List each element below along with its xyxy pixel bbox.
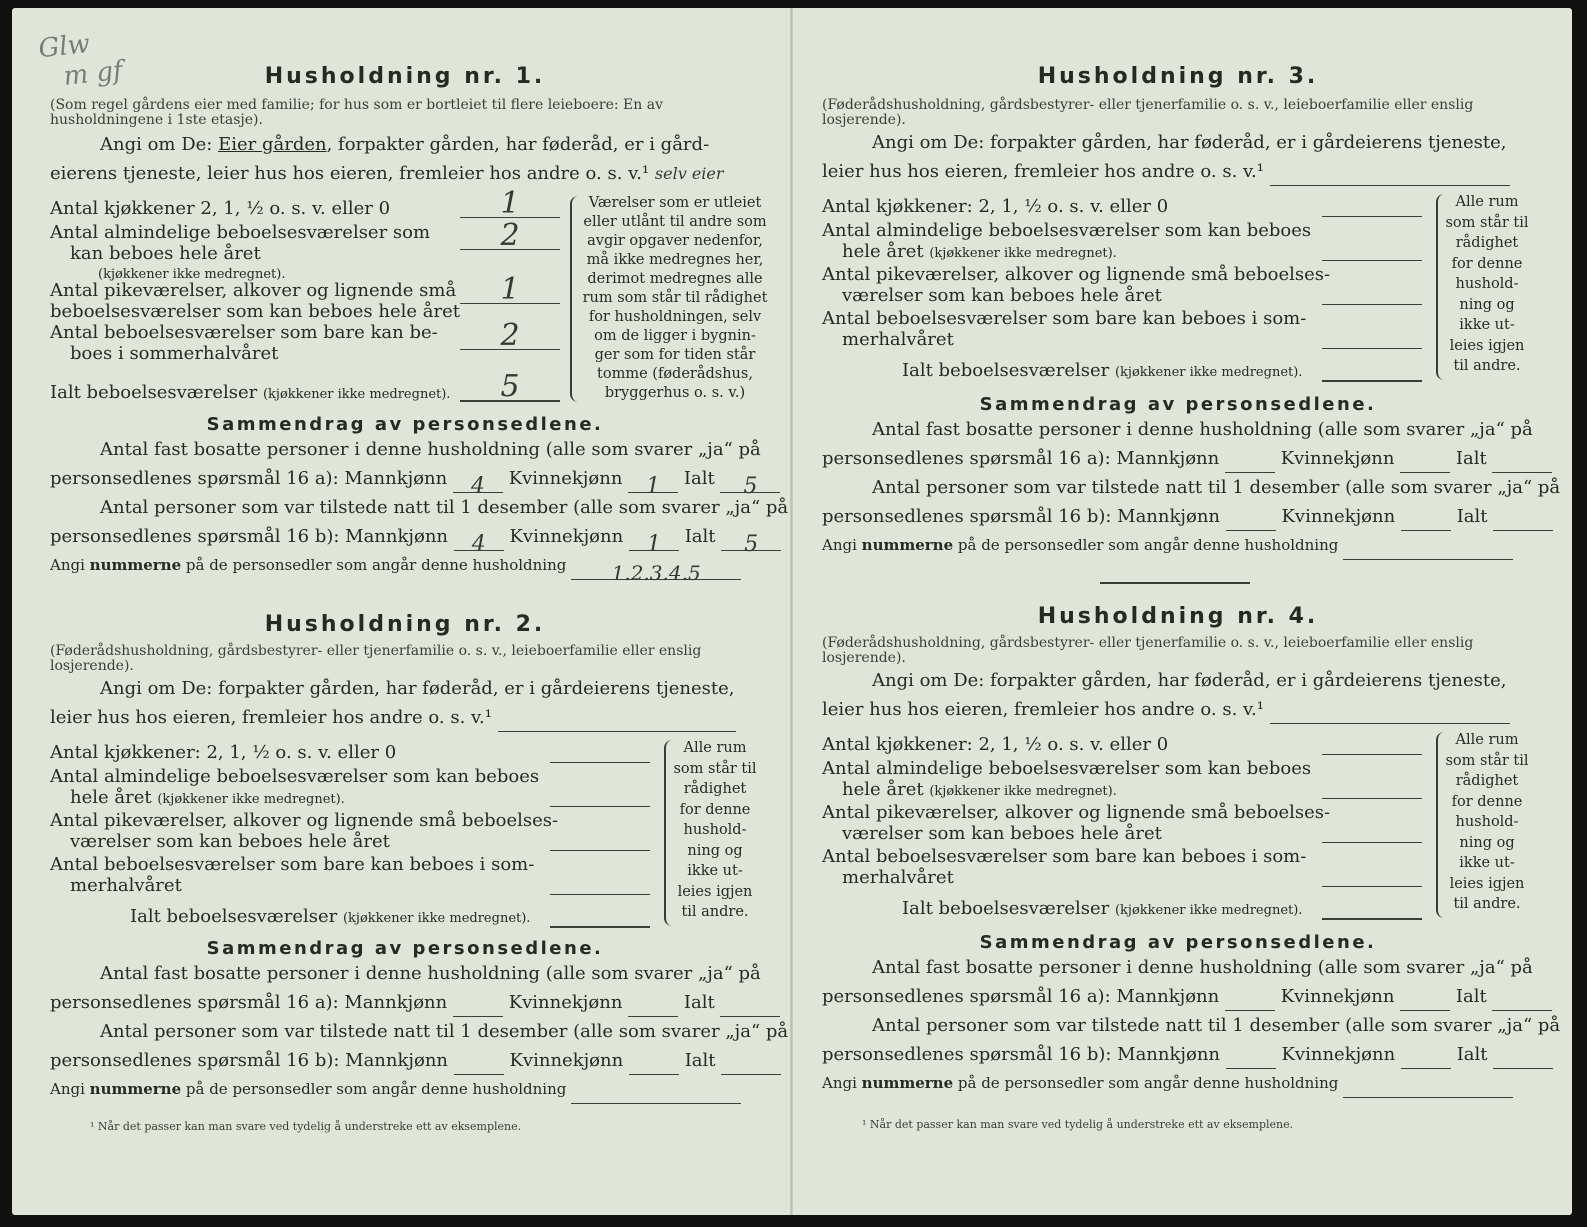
summary-line-present: Antal personer som var tilstede natt til 1 desember (alle som svarer „ja“ på bbox=[100, 497, 789, 518]
room-value-blank bbox=[1322, 754, 1422, 755]
male-count-blank bbox=[1225, 452, 1275, 473]
angi-options: leier hus hos eieren, fremleier hos andre o. s. v.¹ bbox=[822, 161, 1264, 182]
male-count-blank bbox=[1226, 1048, 1276, 1069]
room-label-text: merhalvåret bbox=[70, 875, 182, 896]
summary-line-present: Antal personer som var tilstede natt til 1 desember (alle som svarer „ja“ på bbox=[872, 477, 1561, 498]
female-count-blank bbox=[628, 996, 678, 1017]
total-label: Ialt bbox=[1456, 1044, 1488, 1065]
room-label bbox=[50, 875, 534, 896]
room-value-blank bbox=[550, 850, 650, 851]
room-value-blank bbox=[1322, 348, 1422, 349]
angi-line-2 bbox=[822, 695, 1534, 724]
room-label-text: Antal kjøkkener: 2, 1, ½ o. s. v. eller 0 bbox=[822, 734, 1169, 755]
numbers-label-bold: nummerne bbox=[861, 1074, 954, 1092]
sidenote-line: for husholdningen, selv bbox=[588, 309, 762, 325]
row-maid-rooms bbox=[50, 810, 558, 852]
maid-rooms-value-cell bbox=[460, 272, 560, 307]
person-numbers-value: 1.2.3.4.5 bbox=[571, 559, 741, 580]
summer-rooms-label: Antal beboelsesværelser som bare kan be- bbox=[50, 322, 438, 343]
numbers-label-bold: nummerne bbox=[89, 556, 182, 574]
household-note: (Føderådshusholdning, gårdsbestyrer- eller tjenerfamilie o. s. v., leieboerfamilie eller enslig losjerende). bbox=[50, 643, 702, 674]
sidenote-line: leies igjen bbox=[677, 883, 753, 900]
maid-rooms-value: 1 bbox=[460, 277, 560, 304]
female-count: 1 bbox=[628, 472, 678, 493]
sidenote-line: tomme (føderådshus, bbox=[597, 366, 753, 382]
total-label: Ialt bbox=[683, 992, 715, 1013]
room-label-text: merhalvåret bbox=[842, 329, 954, 350]
angi-options: , forpakter gården, har føderåd, er i gård- bbox=[326, 134, 710, 155]
kitchens-label: Antal kjøkkener 2, 1, ½ o. s. v. eller 0 bbox=[50, 198, 391, 219]
angi-options: leier hus hos eieren, fremleier hos andre o. s. v.¹ bbox=[50, 707, 492, 728]
summary-block bbox=[822, 415, 1561, 560]
summary-line-resident-values bbox=[50, 464, 760, 499]
summary-label: personsedlenes spørsmål 16 b): Mannkjønn bbox=[50, 526, 449, 547]
row-total-rooms bbox=[902, 898, 1302, 921]
room-label bbox=[822, 758, 1311, 779]
household-title: Husholdning nr. 2. bbox=[264, 612, 546, 637]
total-count: 5 bbox=[720, 472, 780, 493]
numbers-label: Angi bbox=[50, 556, 90, 574]
row-summer-rooms bbox=[822, 308, 1306, 350]
total-rooms-note: (kjøkkener ikke medregnet). bbox=[1114, 903, 1303, 918]
room-value-blank bbox=[550, 762, 650, 763]
total-rooms-label: Ialt beboelsesværelser bbox=[130, 906, 338, 927]
summary-label: personsedlenes spørsmål 16 b): Mannkjønn bbox=[822, 1044, 1221, 1065]
summary-line-resident: Antal fast bosatte personer i denne husholdning (alle som svarer „ja“ på bbox=[100, 963, 761, 984]
male-count-blank bbox=[1226, 510, 1276, 531]
room-label bbox=[822, 823, 1330, 844]
room-label-note: (kjøkkener ikke medregnet). bbox=[929, 246, 1117, 261]
female-count-blank bbox=[1401, 1048, 1451, 1069]
row-kitchens bbox=[822, 196, 1168, 217]
summary-line-resident-values bbox=[50, 988, 760, 1017]
row-total-rooms bbox=[130, 906, 530, 929]
summary-line-resident: Antal fast bosatte personer i denne husholdning (alle som svarer „ja“ på bbox=[872, 419, 1533, 440]
room-label-text: Antal beboelsesværelser som bare kan beboes i som- bbox=[822, 846, 1307, 867]
row-total-rooms bbox=[902, 360, 1302, 383]
ordinary-rooms-value-cell bbox=[460, 218, 560, 253]
room-label-text: værelser som kan beboes hele året bbox=[842, 285, 1162, 306]
female-label: Kvinnekjønn bbox=[509, 1050, 624, 1071]
person-numbers-blank bbox=[1343, 1077, 1513, 1098]
sidenote-line: til andre. bbox=[1453, 358, 1521, 374]
summary-line-resident-values bbox=[822, 444, 1534, 473]
household-3 bbox=[822, 64, 1561, 560]
household-note: (Føderådshusholdning, gårdsbestyrer- eller tjenerfamilie o. s. v., leieboerfamilie eller enslig losjerende). bbox=[822, 635, 1474, 666]
room-label-text: værelser som kan beboes hele året bbox=[842, 823, 1162, 844]
census-form-sheet bbox=[12, 8, 1572, 1215]
room-label bbox=[822, 196, 1168, 217]
total-label: Ialt bbox=[684, 1050, 716, 1071]
household-note: (Føderådshusholdning, gårdsbestyrer- eller tjenerfamilie o. s. v., leieboerfamilie eller enslig losjerende). bbox=[822, 97, 1474, 128]
room-value-blank bbox=[1322, 886, 1422, 887]
female-count-blank bbox=[1400, 990, 1450, 1011]
room-label-text: Antal kjøkkener: 2, 1, ½ o. s. v. eller 0 bbox=[822, 196, 1169, 217]
numbers-line bbox=[822, 1069, 1534, 1098]
row-summer-rooms bbox=[50, 854, 534, 896]
total-rooms-note: (kjøkkener ikke medregnet). bbox=[262, 387, 451, 402]
total-rooms-blank bbox=[1322, 380, 1422, 382]
room-label-note: (kjøkkener ikke medregnet). bbox=[929, 784, 1117, 799]
room-label-text: Antal beboelsesværelser som bare kan beboes i som- bbox=[50, 854, 535, 875]
sidenote-line: Værelser som er utleiet bbox=[588, 195, 762, 211]
sidenote-line: til andre. bbox=[1453, 896, 1521, 912]
room-label-text: Antal almindelige beboelsesværelser som kan beboes bbox=[50, 766, 540, 787]
angi-blank bbox=[1270, 165, 1510, 186]
room-value-blank bbox=[550, 806, 650, 807]
angi-blank bbox=[1270, 703, 1510, 724]
maid-rooms-label: Antal pikeværelser, alkover og lignende små bbox=[50, 280, 457, 301]
room-label-text: Antal almindelige beboelsesværelser som kan beboes bbox=[822, 758, 1312, 779]
total-rooms-note: (kjøkkener ikke medregnet). bbox=[342, 911, 531, 926]
row-ordinary-rooms bbox=[822, 758, 1311, 802]
summary-label: personsedlenes spørsmål 16 a): Mannkjønn bbox=[50, 468, 448, 489]
summer-rooms-label: boes i sommerhalvåret bbox=[70, 343, 279, 364]
female-label: Kvinnekjønn bbox=[508, 468, 623, 489]
numbers-label: Angi bbox=[50, 1080, 90, 1098]
rooms-section bbox=[822, 192, 1534, 388]
angi-line: Angi om De: forpakter gården, har føderåd, er i gårdeierens tjeneste, bbox=[100, 678, 735, 699]
numbers-label: Angi bbox=[822, 1074, 862, 1092]
sidenote-line: må ikke medregnes her, bbox=[586, 252, 764, 268]
room-value-blank bbox=[1322, 260, 1422, 261]
household-1 bbox=[50, 64, 789, 585]
room-label-text: hele året bbox=[842, 241, 924, 262]
room-label bbox=[50, 742, 396, 763]
female-label: Kvinnekjønn bbox=[1281, 506, 1396, 527]
angi-line bbox=[50, 130, 760, 159]
room-label-text: Antal beboelsesværelser som bare kan beboes i som- bbox=[822, 308, 1307, 329]
female-count-blank bbox=[1400, 452, 1450, 473]
divider-line bbox=[1100, 582, 1250, 584]
total-label: Ialt bbox=[1455, 986, 1487, 1007]
total-rooms-blank bbox=[1322, 918, 1422, 920]
male-count: 4 bbox=[453, 472, 503, 493]
numbers-label: på de personsedler som angår denne husholdning bbox=[181, 1080, 567, 1098]
angi-line: Angi om De: forpakter gården, har føderåd, er i gårdeierens tjeneste, bbox=[872, 670, 1507, 691]
room-label bbox=[822, 285, 1330, 306]
room-value-blank bbox=[550, 894, 650, 895]
angi-line-2 bbox=[50, 159, 760, 188]
sidenote-line: hushold- bbox=[1455, 814, 1519, 830]
room-label bbox=[822, 241, 1311, 264]
sidenote-line: ning og bbox=[1459, 834, 1515, 851]
sidenote-line: for denne bbox=[679, 801, 751, 818]
angi-blank bbox=[498, 711, 736, 732]
row-kitchens bbox=[50, 198, 390, 219]
room-label-note: (kjøkkener ikke medregnet). bbox=[157, 792, 345, 807]
angi-line-2 bbox=[822, 157, 1534, 186]
room-label-text: merhalvåret bbox=[842, 867, 954, 888]
sidenote-line: avgir opgaver nedenfor, bbox=[587, 233, 763, 249]
total-label: Ialt bbox=[683, 468, 715, 489]
rooms-section bbox=[50, 186, 768, 406]
total-count-blank bbox=[1492, 990, 1552, 1011]
kitchens-value-cell bbox=[460, 186, 560, 221]
row-maid-rooms bbox=[822, 264, 1330, 306]
room-label bbox=[50, 831, 558, 852]
total-count-blank bbox=[1493, 510, 1553, 531]
pencil-note-line: Glw bbox=[37, 29, 92, 65]
female-count-blank bbox=[1401, 510, 1451, 531]
sidenote-line: hushold- bbox=[1455, 276, 1519, 292]
angi-line: Angi om De: forpakter gården, har føderåd, er i gårdeierens tjeneste, bbox=[872, 132, 1507, 153]
sidenote-line: Alle rum bbox=[1455, 732, 1519, 748]
male-count-blank bbox=[453, 996, 503, 1017]
ordinary-rooms-note: (kjøkkener ikke medregnet). bbox=[98, 267, 286, 282]
sidenote-line: Alle rum bbox=[683, 740, 747, 756]
row-maid-rooms bbox=[822, 802, 1330, 844]
total-count: 5 bbox=[721, 530, 781, 551]
angi-options: leier hus hos eieren, fremleier hos andre o. s. v.¹ bbox=[822, 699, 1264, 720]
sidenote bbox=[1442, 192, 1532, 377]
room-label bbox=[822, 802, 1330, 823]
summary-block bbox=[822, 953, 1561, 1098]
summary-line-resident: Antal fast bosatte personer i denne husholdning (alle som svarer „ja“ på bbox=[872, 957, 1533, 978]
total-rooms-label: Ialt beboelsesværelser bbox=[50, 382, 258, 403]
sidenote-line: ning og bbox=[687, 842, 743, 859]
room-value-blank bbox=[1322, 798, 1422, 799]
row-summer-rooms bbox=[50, 322, 438, 364]
male-count-blank bbox=[454, 1054, 504, 1075]
room-label-text: hele året bbox=[70, 787, 152, 808]
room-label-text: værelser som kan beboes hele året bbox=[70, 831, 390, 852]
row-total-rooms bbox=[50, 382, 450, 405]
numbers-label: på de personsedler som angår denne husholdning bbox=[953, 1074, 1339, 1092]
sidenote-line: eller utlånt til andre som bbox=[583, 214, 767, 230]
male-count-blank bbox=[1225, 990, 1275, 1011]
female-label: Kvinnekjønn bbox=[1281, 1044, 1396, 1065]
row-kitchens bbox=[822, 734, 1168, 755]
page-fold bbox=[790, 8, 793, 1215]
room-label bbox=[50, 766, 539, 787]
row-summer-rooms bbox=[822, 846, 1306, 888]
footnote: ¹ Når det passer kan man svare ved tydelig å understreke ett av eksemplene. bbox=[862, 1118, 1294, 1131]
total-label: Ialt bbox=[1456, 506, 1488, 527]
room-label bbox=[822, 329, 1306, 350]
numbers-label: på de personsedler som angår denne husholdning bbox=[953, 536, 1339, 554]
row-ordinary-rooms bbox=[822, 220, 1311, 264]
summary-line-resident-values bbox=[822, 982, 1534, 1011]
summary-line-present: Antal personer som var tilstede natt til 1 desember (alle som svarer „ja“ på bbox=[872, 1015, 1561, 1036]
household-title: Husholdning nr. 3. bbox=[1037, 64, 1319, 89]
summary-label: personsedlenes spørsmål 16 b): Mannkjønn bbox=[822, 506, 1221, 527]
sidenote bbox=[670, 738, 760, 923]
sidenote-line: for denne bbox=[1451, 793, 1523, 810]
ordinary-rooms-label: Antal almindelige beboelsesværelser som bbox=[50, 222, 431, 243]
female-count: 1 bbox=[629, 530, 679, 551]
summary-title: Sammendrag av personsedlene. bbox=[206, 938, 604, 959]
sidenote bbox=[580, 194, 770, 403]
sidenote-line: rum som står til rådighet bbox=[582, 290, 768, 306]
summary-label: personsedlenes spørsmål 16 a): Mannkjønn bbox=[50, 992, 448, 1013]
sidenote-line: hushold- bbox=[683, 822, 747, 838]
angi-handwritten-answer: selv eier bbox=[654, 164, 724, 183]
sidenote-line: ning og bbox=[1459, 296, 1515, 313]
angi-options: eierens tjeneste, leier hus hos eieren, fremleier hos andre o. s. v.¹ bbox=[50, 163, 650, 184]
numbers-label-bold: nummerne bbox=[89, 1080, 182, 1098]
room-label bbox=[822, 308, 1306, 329]
sidenote-line: ger som for tiden står bbox=[594, 347, 756, 363]
sidenote-line: bryggerhus o. s. v.) bbox=[604, 385, 746, 401]
total-count-blank bbox=[1492, 452, 1552, 473]
numbers-label-bold: nummerne bbox=[861, 536, 954, 554]
sidenote-line: leies igjen bbox=[1449, 337, 1525, 354]
room-value-blank bbox=[1322, 216, 1422, 217]
numbers-line bbox=[50, 551, 760, 585]
room-label bbox=[50, 810, 558, 831]
sidenote-line: rådighet bbox=[1455, 773, 1519, 789]
sidenote-line: ikke ut- bbox=[1459, 855, 1515, 871]
rooms-section bbox=[50, 738, 760, 934]
sidenote-line: om de ligger i bygnin- bbox=[594, 328, 756, 344]
total-rooms-note: (kjøkkener ikke medregnet). bbox=[1114, 365, 1303, 380]
summary-title: Sammendrag av personsedlene. bbox=[206, 414, 604, 435]
right-page bbox=[822, 8, 1561, 1215]
kitchens-value: 1 bbox=[460, 191, 560, 218]
row-kitchens bbox=[50, 742, 396, 763]
numbers-label: Angi bbox=[822, 536, 862, 554]
total-rooms-value: 5 bbox=[460, 374, 560, 402]
total-rooms-blank bbox=[550, 926, 650, 928]
sidenote-line: rådighet bbox=[683, 781, 747, 797]
room-value-blank bbox=[1322, 304, 1422, 305]
left-page bbox=[50, 8, 789, 1215]
room-label bbox=[822, 779, 1311, 802]
angi-label: Angi om De: bbox=[100, 134, 219, 155]
room-label bbox=[822, 264, 1330, 285]
sidenote-line: leies igjen bbox=[1449, 875, 1525, 892]
summary-line-present: Antal personer som var tilstede natt til 1 desember (alle som svarer „ja“ på bbox=[100, 1021, 789, 1042]
angi-underlined-answer: Eier gården bbox=[218, 134, 327, 155]
male-count: 4 bbox=[454, 530, 504, 551]
row-ordinary-rooms bbox=[50, 766, 539, 810]
room-label bbox=[822, 220, 1311, 241]
summary-line-resident: Antal fast bosatte personer i denne husholdning (alle som svarer „ja“ på bbox=[100, 439, 761, 460]
sidenote-line: for denne bbox=[1451, 255, 1523, 272]
total-label: Ialt bbox=[1455, 448, 1487, 469]
numbers-line bbox=[822, 531, 1534, 560]
summary-line-present-values bbox=[822, 1040, 1534, 1069]
room-label bbox=[50, 787, 539, 810]
ordinary-rooms-value: 2 bbox=[460, 223, 560, 250]
sidenote-line: derimot medregnes alle bbox=[587, 271, 763, 287]
total-count-blank bbox=[720, 996, 780, 1017]
female-label: Kvinnekjønn bbox=[509, 526, 624, 547]
female-label: Kvinnekjønn bbox=[508, 992, 623, 1013]
room-label bbox=[822, 846, 1306, 867]
ordinary-rooms-label: kan beboes hele året bbox=[70, 243, 261, 264]
summary-line-present-values bbox=[50, 522, 760, 557]
household-note: (Som regel gårdens eier med familie; for hus som er bortleiet til flere leieboere: En av husholdningene i 1ste etasje). bbox=[50, 97, 663, 128]
summary-line-present-values bbox=[50, 1046, 760, 1075]
summary-line-present-values bbox=[822, 502, 1534, 531]
angi-line-2 bbox=[50, 703, 760, 732]
sidenote-line: til andre. bbox=[681, 904, 749, 920]
footnote: ¹ Når det passer kan man svare ved tydelig å understreke ett av eksemplene. bbox=[90, 1120, 522, 1133]
female-count-blank bbox=[629, 1054, 679, 1075]
female-label: Kvinnekjønn bbox=[1280, 448, 1395, 469]
total-count-blank bbox=[721, 1054, 781, 1075]
room-label-text: hele året bbox=[842, 779, 924, 800]
household-2 bbox=[50, 612, 789, 1104]
summary-label: personsedlenes spørsmål 16 b): Mannkjønn bbox=[50, 1050, 449, 1071]
sidenote-line: rådighet bbox=[1455, 235, 1519, 251]
female-label: Kvinnekjønn bbox=[1280, 986, 1395, 1007]
total-label: Ialt bbox=[684, 526, 716, 547]
summer-rooms-value-cell bbox=[460, 318, 560, 353]
room-label-text: Antal pikeværelser, alkover og lignende små beboelses- bbox=[822, 264, 1331, 285]
sidenote-line: Alle rum bbox=[1455, 194, 1519, 210]
room-label-text: Antal kjøkkener: 2, 1, ½ o. s. v. eller 0 bbox=[50, 742, 397, 763]
sidenote-line: som står til bbox=[1445, 752, 1529, 769]
sidenote-line: ikke ut- bbox=[1459, 317, 1515, 333]
summary-title: Sammendrag av personsedlene. bbox=[979, 932, 1377, 953]
row-ordinary-rooms bbox=[50, 222, 430, 285]
summary-label: personsedlenes spørsmål 16 a): Mannkjønn bbox=[822, 986, 1220, 1007]
room-value-blank bbox=[1322, 842, 1422, 843]
person-numbers-blank bbox=[1343, 539, 1513, 560]
total-count-blank bbox=[1493, 1048, 1553, 1069]
total-rooms-label: Ialt beboelsesværelser bbox=[902, 360, 1110, 381]
household-title: Husholdning nr. 1. bbox=[264, 64, 546, 89]
room-label-text: Antal pikeværelser, alkover og lignende små beboelses- bbox=[50, 810, 559, 831]
room-label-text: Antal pikeværelser, alkover og lignende små beboelses- bbox=[822, 802, 1331, 823]
sidenote-line: ikke ut- bbox=[687, 863, 743, 879]
person-numbers-blank bbox=[571, 1083, 741, 1104]
numbers-label: på de personsedler som angår denne husholdning bbox=[181, 556, 567, 574]
total-rooms-value-cell bbox=[460, 369, 560, 404]
household-4 bbox=[822, 604, 1561, 1098]
summer-rooms-value: 2 bbox=[460, 323, 560, 350]
room-label-text: Antal almindelige beboelsesværelser som kan beboes bbox=[822, 220, 1312, 241]
rooms-section bbox=[822, 730, 1534, 926]
maid-rooms-label: beboelsesværelser som kan beboes hele året bbox=[50, 301, 460, 322]
summary-title: Sammendrag av personsedlene. bbox=[979, 394, 1377, 415]
room-label bbox=[822, 734, 1168, 755]
total-rooms-label: Ialt beboelsesværelser bbox=[902, 898, 1110, 919]
sidenote-line: som står til bbox=[1445, 214, 1529, 231]
sidenote-line: som står til bbox=[673, 760, 757, 777]
household-title: Husholdning nr. 4. bbox=[1037, 604, 1319, 629]
row-maid-rooms bbox=[50, 280, 460, 322]
summary-block bbox=[50, 959, 789, 1104]
summary-label: personsedlenes spørsmål 16 a): Mannkjønn bbox=[822, 448, 1220, 469]
room-label bbox=[822, 867, 1306, 888]
pencil-note-line: m gf bbox=[62, 55, 125, 92]
numbers-line bbox=[50, 1075, 760, 1104]
room-label bbox=[50, 854, 534, 875]
sidenote bbox=[1442, 730, 1532, 915]
